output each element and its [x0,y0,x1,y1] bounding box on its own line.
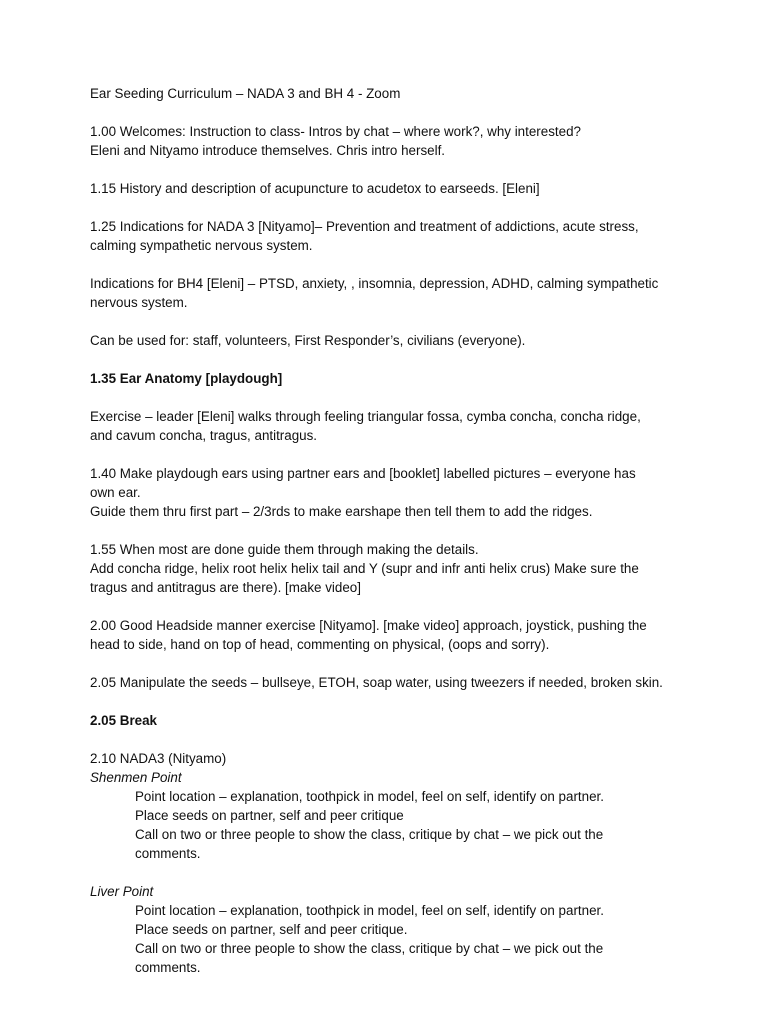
shenmen-point-name: Shenmen Point [90,770,182,785]
uses-line: Can be used for: staff, volunteers, First Responder’s, civilians (everyone). [90,333,526,348]
shenmen-line-1: Point location – explanation, toothpick in model, feel on self, identify on partner. [135,789,604,804]
playdough-line-1: 1.40 Make playdough ears using partner ears and [booklet] labelled pictures – everyone has [90,466,636,481]
nada-indications-line-1: 1.25 Indications for NADA 3 [Nityamo]– Prevention and treatment of addictions, acute stress, [90,219,639,234]
shenmen-line-3: Call on two or three people to show the class, critique by chat – we pick out the [135,827,604,842]
liver-line-1: Point location – explanation, toothpick in model, feel on self, identify on partner. [135,903,604,918]
playdough-line-2: own ear. [90,485,141,500]
details-line-3: tragus and antitragus are there). [make video] [90,580,361,595]
shenmen-line-2: Place seeds on partner, self and peer critique [135,808,404,823]
document-title: Ear Seeding Curriculum – NADA 3 and BH 4 - Zoom [90,86,401,101]
bh4-indications-line-1: Indications for BH4 [Eleni] – PTSD, anxiety, , insomnia, depression, ADHD, calming sympathetic [90,276,659,291]
liver-line-3: Call on two or three people to show the class, critique by chat – we pick out the [135,941,604,956]
exercise-line-2: and cavum concha, tragus, antitragus. [90,428,318,443]
playdough-line-3: Guide them thru first part – 2/3rds to make earshape then tell them to add the ridges. [90,504,593,519]
nada-indications-line-2: calming sympathetic nervous system. [90,238,313,253]
details-line-2: Add concha ridge, helix root helix helix tail and Y (supr and infr anti helix crus) Make sure the [90,561,639,576]
headside-line-1: 2.00 Good Headside manner exercise [Nityamo]. [make video] approach, joystick, pushing the [90,618,647,633]
details-line-1: 1.55 When most are done guide them through making the details. [90,542,479,557]
shenmen-line-4: comments. [135,846,201,861]
liver-line-4: comments. [135,960,201,975]
liver-point-name: Liver Point [90,884,154,899]
exercise-line-1: Exercise – leader [Eleni] walks through feeling triangular fossa, cymba concha, concha ridge, [90,409,641,424]
welcome-line-1: 1.00 Welcomes: Instruction to class- Intros by chat – where work?, why interested? [90,124,581,139]
welcome-line-2: Eleni and Nityamo introduce themselves. Chris intro herself. [90,143,446,158]
anatomy-heading: 1.35 Ear Anatomy [playdough] [90,371,283,386]
nada3-heading: 2.10 NADA3 (Nityamo) [90,751,227,766]
history-line: 1.15 History and description of acupuncture to acudetox to earseeds. [Eleni] [90,181,540,196]
manipulate-line: 2.05 Manipulate the seeds – bullseye, ETOH, soap water, using tweezers if needed, broken skin. [90,675,663,690]
headside-line-2: head to side, hand on top of head, commenting on physical, (oops and sorry). [90,637,550,652]
bh4-indications-line-2: nervous system. [90,295,188,310]
break-heading: 2.05 Break [90,713,158,728]
liver-line-2: Place seeds on partner, self and peer critique. [135,922,408,937]
